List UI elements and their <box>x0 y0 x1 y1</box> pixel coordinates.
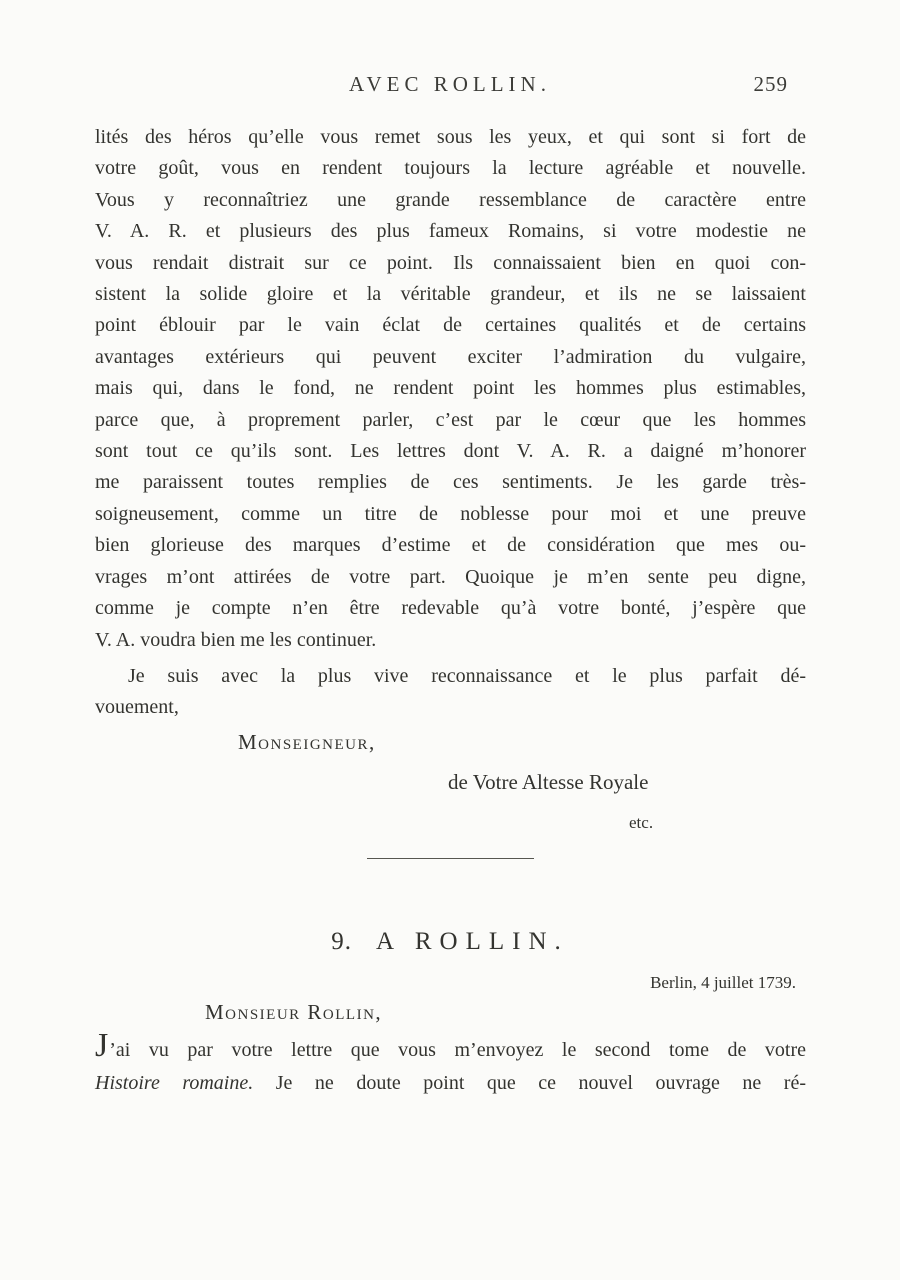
letter-opening-paragraph <box>95 1027 807 1100</box>
text-line: Je suis avec la plus vive reconnaissance et le plus parfait dé- <box>128 665 806 687</box>
text-line: Vous y reconnaîtriez une grande ressemblance de caractère entre <box>95 188 806 211</box>
text-line: vrages m’ont attirées de votre part. Quoique je m’en sente peu digne, <box>95 565 806 588</box>
text-line: lités des héros qu’elle vous remet sous les yeux, et qui sont si fort de <box>95 126 806 148</box>
text-line: V. A. voudra bien me les continuer. <box>95 628 377 651</box>
text-line: soigneusement, comme un titre de noblesse pour moi et une preuve <box>95 502 806 525</box>
text-line <box>95 1027 806 1067</box>
text-line: votre goût, vous en rendent toujours la lecture agréable et nouvelle. <box>95 157 806 180</box>
closing-from-line: de Votre Altesse Royale <box>448 770 649 794</box>
letter-salutation: Monsieur Rollin, <box>205 1000 383 1024</box>
text-segment: Je ne doute point que ce nouvel ouvrage ne ré- <box>253 1072 807 1094</box>
text-line <box>95 1067 806 1100</box>
italic-book-title: Histoire romaine. <box>95 1072 254 1094</box>
text-line: vous rendait distrait sur ce point. Ils connaissaient bien en quoi con- <box>95 251 806 274</box>
text-line: bien glorieuse des marques d’estime et de considération que mes ou- <box>95 534 806 557</box>
section-heading <box>0 928 900 956</box>
closing-salutation: Monseigneur, <box>238 730 376 754</box>
closing-paragraph <box>95 661 806 724</box>
text-line: point éblouir par le vain éclat de certaines qualités et de certains <box>95 314 806 337</box>
text-line: mais qui, dans le fond, ne rendent point les hommes plus estimables, <box>95 377 806 400</box>
drop-cap-initial: J <box>95 1027 110 1064</box>
section-number: 9. <box>331 928 352 955</box>
paragraph-continuation <box>95 122 806 656</box>
text-line: me paraissent toutes remplies de ces sentiments. Je les garde très- <box>95 471 806 494</box>
letter-dateline: Berlin, 4 juillet 1739. <box>650 973 796 992</box>
text-line: parce que, à proprement parler, c’est par le cœur que les hommes <box>95 408 806 431</box>
section-title: A ROLLIN. <box>375 928 569 955</box>
text-line: sistent la solide gloire et la véritable grandeur, et ils ne se laissaient <box>95 283 806 306</box>
running-head: AVEC ROLLIN. <box>349 72 551 96</box>
page-number: 259 <box>753 72 788 96</box>
text-line: avantages extérieurs qui peuvent exciter l’admiration du vulgaire, <box>95 345 806 368</box>
text-line: vouement, <box>95 696 179 719</box>
closing-etc: etc. <box>629 813 654 832</box>
text-line: comme je compte n’en être redevable qu’à votre bonté, j’espère que <box>95 597 806 620</box>
section-divider-rule <box>367 858 534 859</box>
text-line: V. A. R. et plusieurs des plus fameux Romains, si votre modestie ne <box>95 220 806 243</box>
text-segment: ’ai vu par votre lettre que vous m’envoyez le second tome de votre <box>109 1039 806 1061</box>
text-line: sont tout ce qu’ils sont. Les lettres dont V. A. R. a daigné m’honorer <box>95 440 806 463</box>
